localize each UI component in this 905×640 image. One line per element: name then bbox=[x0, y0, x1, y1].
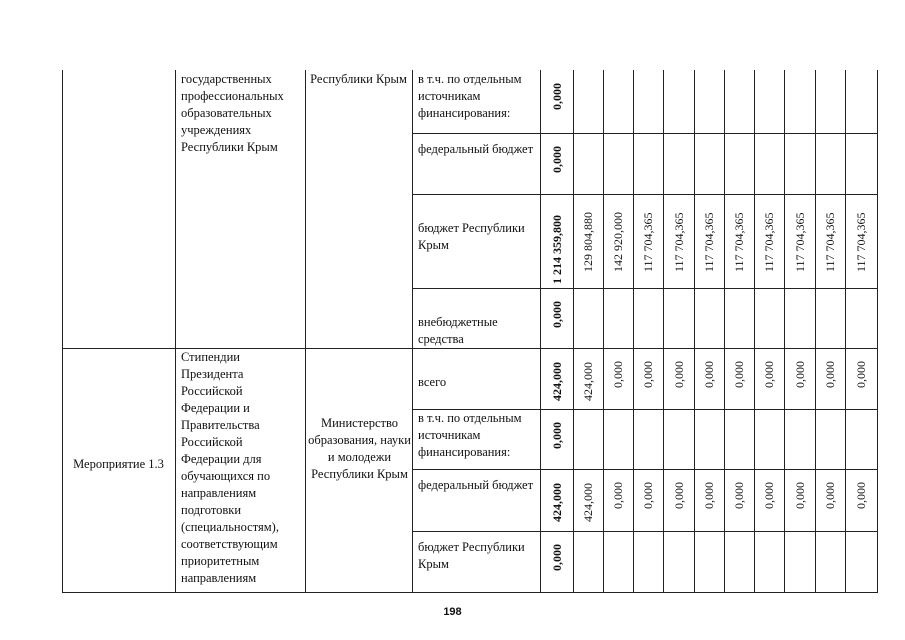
grid-vline bbox=[62, 70, 63, 592]
grid-vline bbox=[877, 70, 878, 592]
year-value: 117 704,365 bbox=[732, 212, 746, 272]
total-value: 0,000 bbox=[549, 544, 564, 571]
grid-vline bbox=[784, 70, 785, 592]
grid-hline bbox=[62, 592, 878, 593]
funding-source: федеральный бюджет bbox=[418, 478, 534, 492]
funding-source: федеральный бюджет bbox=[418, 142, 534, 156]
grid-vline bbox=[663, 70, 664, 592]
grid-vline bbox=[694, 70, 695, 592]
year-value: 117 704,365 bbox=[641, 212, 655, 272]
year-value: 117 704,365 bbox=[762, 212, 776, 272]
year-value: 424,000 bbox=[581, 483, 595, 522]
year-value: 0,000 bbox=[823, 361, 837, 388]
year-value: 117 704,365 bbox=[671, 212, 686, 272]
year-value: 0,000 bbox=[762, 482, 776, 509]
year-value: 0,000 bbox=[671, 482, 686, 509]
grid-vline bbox=[845, 70, 846, 592]
funding-source: внебюджетные средства bbox=[418, 315, 498, 346]
year-value: 0,000 bbox=[702, 361, 716, 388]
year-value: 0,000 bbox=[823, 482, 837, 509]
grid-hline bbox=[412, 531, 878, 532]
executor-continued: Республики Крым bbox=[310, 72, 407, 86]
grid-hline bbox=[412, 194, 878, 195]
grid-vline bbox=[305, 70, 306, 592]
year-value: 0,000 bbox=[762, 361, 776, 388]
year-value: 0,000 bbox=[792, 361, 807, 388]
year-value: 142 920,000 bbox=[611, 212, 625, 272]
page-number: 198 bbox=[443, 606, 462, 618]
grid-vline bbox=[573, 70, 574, 592]
year-value: 424,000 bbox=[581, 362, 595, 401]
grid-vline bbox=[175, 70, 176, 592]
year-value: 129 804,880 bbox=[581, 212, 595, 272]
year-value: 0,000 bbox=[641, 361, 655, 388]
funding-source: бюджет Республики Крым bbox=[418, 540, 525, 571]
total-value: 1 214 359,800 bbox=[549, 215, 564, 284]
total-value: 0,000 bbox=[549, 146, 564, 173]
grid-vline bbox=[412, 70, 413, 592]
year-value: 0,000 bbox=[641, 482, 655, 509]
year-value: 0,000 bbox=[854, 361, 868, 388]
year-value: 0,000 bbox=[611, 482, 625, 509]
program-name-continued: государственных профессиональных образовательных учреждениях Республики Крым bbox=[181, 72, 284, 154]
year-value: 0,000 bbox=[792, 482, 807, 509]
total-value: 0,000 bbox=[549, 422, 564, 449]
year-value: 117 704,365 bbox=[702, 212, 716, 272]
year-value: 117 704,365 bbox=[792, 212, 807, 272]
grid-vline bbox=[633, 70, 634, 592]
grid-vline bbox=[540, 70, 541, 592]
funding-source: всего bbox=[418, 375, 447, 389]
year-value: 0,000 bbox=[702, 482, 716, 509]
measure-name: Стипендии Президента Российской Федерации и Правительства Российской Федерации для обучающихся по направлениям подготовки (специальностям), соответствующим приоритетным направлениям bbox=[181, 350, 279, 585]
total-value: 424,000 bbox=[549, 483, 564, 522]
measure-label: Мероприятие 1.3 bbox=[73, 457, 164, 471]
year-value: 0,000 bbox=[854, 482, 868, 509]
grid-hline bbox=[412, 288, 878, 289]
grid-vline bbox=[724, 70, 725, 592]
funding-source: бюджет Республики Крым bbox=[418, 221, 525, 252]
year-value: 117 704,365 bbox=[854, 212, 868, 272]
total-value: 0,000 bbox=[549, 301, 564, 328]
grid-vline bbox=[603, 70, 604, 592]
year-value: 0,000 bbox=[671, 361, 686, 388]
executor: Министерство образования, науки и молодежи Республики Крым bbox=[308, 416, 411, 481]
year-value: 0,000 bbox=[732, 482, 746, 509]
total-value: 0,000 bbox=[549, 83, 564, 110]
funding-source: в т.ч. по отдельным источникам финансирования: bbox=[418, 72, 522, 120]
year-value: 117 704,365 bbox=[823, 212, 837, 272]
funding-source: в т.ч. по отдельным источникам финансирования: bbox=[418, 411, 522, 459]
year-value: 0,000 bbox=[611, 361, 625, 388]
grid-vline bbox=[754, 70, 755, 592]
year-value: 0,000 bbox=[732, 361, 746, 388]
grid-hline bbox=[412, 133, 878, 134]
total-value: 424,000 bbox=[549, 362, 564, 401]
grid-hline bbox=[412, 469, 878, 470]
grid-vline bbox=[815, 70, 816, 592]
